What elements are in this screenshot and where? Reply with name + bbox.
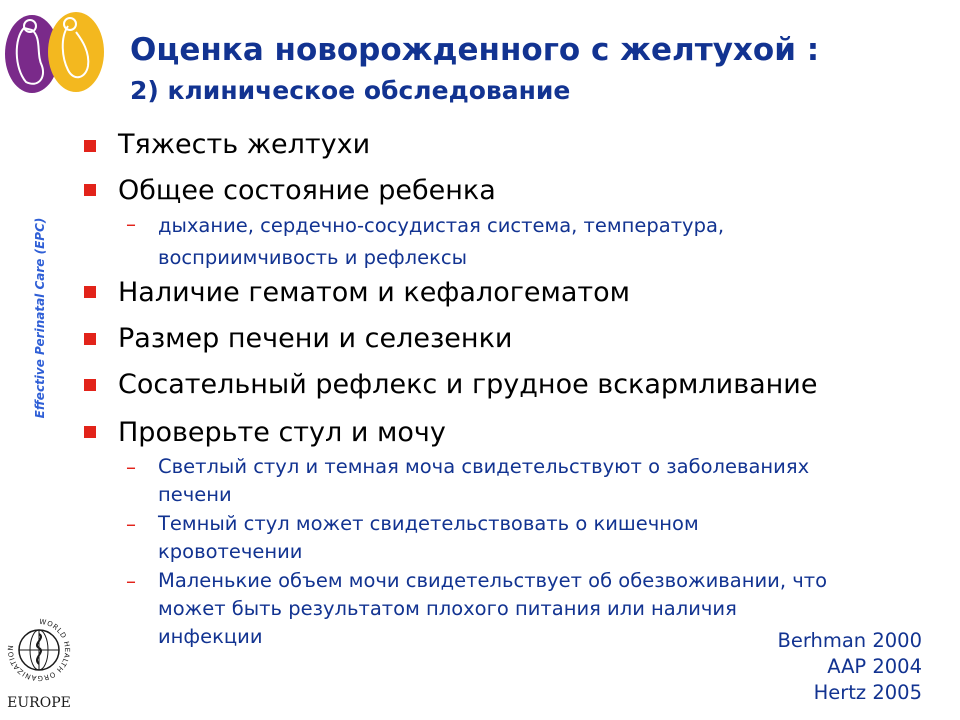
list-item: Общее состояние ребенка	[118, 175, 496, 206]
side-label: Effective Perinatal Care (EPC)	[33, 217, 47, 419]
bullet-square-icon	[84, 333, 96, 345]
dash-icon: –	[126, 212, 136, 236]
sub-list-item-continuation: инфекции	[158, 625, 263, 648]
who-europe-logo	[2, 614, 76, 714]
dash-icon: –	[126, 512, 136, 536]
reference: AAP 2004	[827, 655, 922, 678]
list-item: Наличие гематом и кефалогематом	[118, 277, 631, 308]
sub-list-item-continuation: восприимчивость и рефлексы	[158, 246, 467, 269]
sub-list-item-continuation: печени	[158, 483, 232, 506]
sub-list-item: Темный стул может свидетельствовать о кишечном	[158, 512, 699, 535]
bullet-square-icon	[84, 184, 96, 196]
sub-list-item: дыхание, сердечно-сосудистая система, температура,	[158, 214, 725, 237]
reference: Berhman 2000	[777, 629, 922, 652]
sub-list-item: Маленькие объем мочи свидетельствует об обезвоживании, что	[158, 569, 828, 592]
dash-icon: –	[126, 455, 136, 479]
list-item: Проверьте стул и мочу	[118, 417, 446, 448]
bullet-square-icon	[84, 286, 96, 298]
sub-list-item-continuation: может быть результатом плохого питания или наличия	[158, 597, 737, 620]
dash-icon: –	[126, 569, 136, 593]
list-item: Размер печени и селезенки	[118, 323, 513, 354]
who-region-text: EUROPE	[7, 695, 71, 711]
reference: Hertz 2005	[813, 681, 922, 704]
references	[777, 628, 922, 706]
who-ring-text: WORLD HEALTH ORGANIZATION	[6, 617, 71, 683]
slide-title: Оценка новорожденного с желтухой :	[130, 32, 820, 68]
bullet-square-icon	[84, 379, 96, 391]
sub-list-item: Светлый стул и темная моча свидетельствуют о заболеваниях	[158, 455, 810, 478]
bullet-square-icon	[84, 426, 96, 438]
list-item: Тяжесть желтухи	[118, 129, 371, 160]
sub-list-item-continuation: кровотечении	[158, 540, 303, 563]
list-item: Сосательный рефлекс и грудное вскармливание	[118, 369, 818, 400]
bullet-square-icon	[84, 140, 96, 152]
slide-subtitle: 2) клиническое обследование	[130, 76, 571, 105]
